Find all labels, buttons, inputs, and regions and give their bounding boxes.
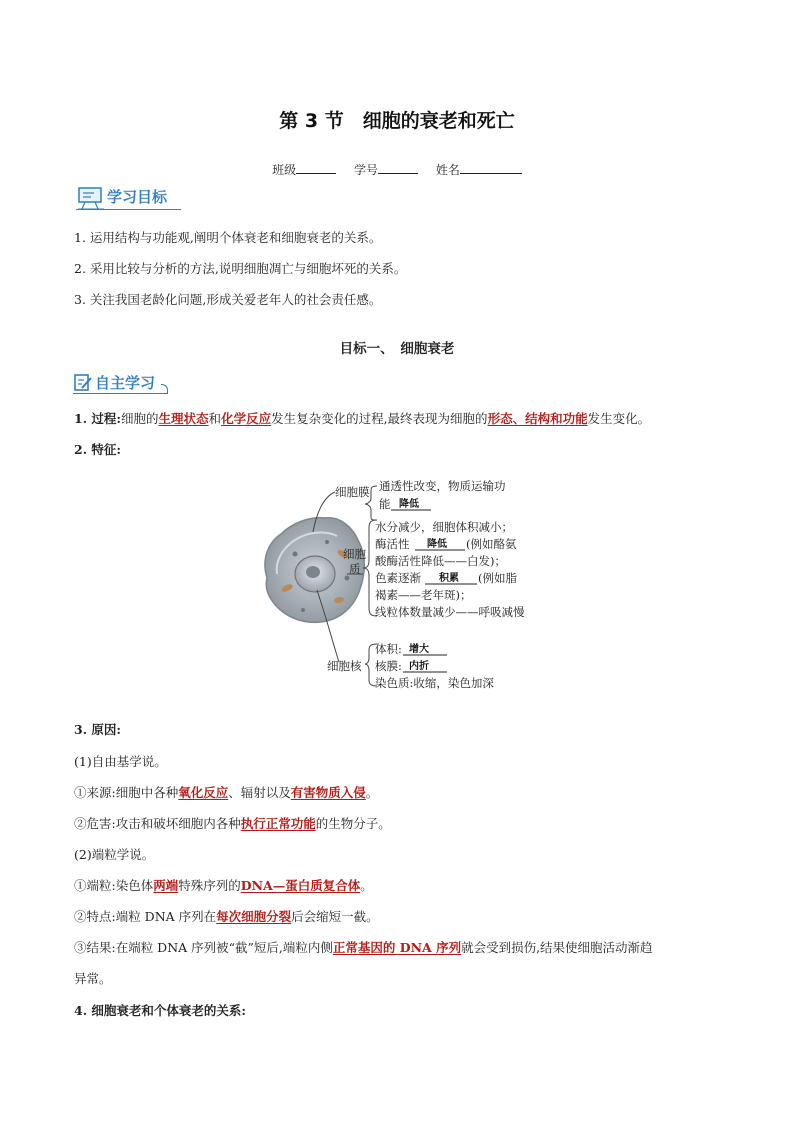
class-label: 班级 — [272, 163, 297, 177]
goal-item: 1. 运用结构与功能观,阐明个体衰老和细胞衰老的关系。 — [74, 230, 382, 245]
number-blank[interactable] — [378, 161, 418, 174]
text-run: 就会受到损伤,结果使细胞活动渐趋 — [461, 940, 653, 955]
name-blank[interactable] — [460, 161, 522, 174]
text-run: ②危害:攻击和破坏细胞内各种 — [74, 816, 241, 831]
telomere-theory: (2)端粒学说。 — [74, 847, 155, 862]
blackboard-icon — [76, 185, 106, 211]
text-run: ①端粒:染色体 — [74, 878, 154, 893]
text-run: 后会缩短一截。 — [291, 909, 379, 924]
nuc-line2-prefix: 核膜: — [375, 659, 402, 673]
underline-curl — [161, 384, 168, 394]
answer-oxidation: 氧化反应 — [178, 785, 229, 800]
free-radical-source — [74, 784, 378, 802]
text-run: ①来源:细胞中各种 — [74, 785, 179, 800]
cell-aging-diagram — [255, 470, 545, 702]
features-label: 2. 特征: — [74, 442, 122, 457]
telomere-feature — [74, 908, 379, 926]
page-title: 第 3 节 细胞的衰老和死亡 — [279, 110, 515, 132]
goal-item: 3. 关注我国老龄化问题,形成关爱老年人的社会责任感。 — [74, 292, 382, 307]
text-run: 的生物分子。 — [315, 816, 391, 831]
goals-heading: 学习目标 — [107, 188, 168, 206]
process-label: 1. 过程: — [74, 411, 122, 426]
answer-chemical-reaction: 化学反应 — [221, 411, 272, 426]
membrane-label: 细胞膜 — [335, 485, 370, 499]
process-paragraph — [74, 410, 650, 428]
target-heading: 目标一、 细胞衰老 — [339, 341, 455, 357]
answer-both-ends: 两端 — [153, 878, 179, 893]
relationship-label: 4. 细胞衰老和个体衰老的关系: — [74, 1003, 247, 1018]
text-run: ②特点:端粒 DNA 序列在 — [74, 909, 217, 924]
text-run: 发生变化。 — [587, 411, 651, 426]
nuc-line1-prefix: 体积: — [375, 642, 402, 656]
number-label: 学号 — [353, 163, 378, 177]
cyto-line4-suffix: (例如脂 — [478, 571, 517, 585]
cyto-line3: 酸酶活性降低——白发)； — [375, 554, 506, 568]
nuc-line3: 染色质:收缩，染色加深 — [375, 676, 494, 690]
telomere-result — [74, 939, 724, 957]
edit-note-icon — [73, 373, 93, 393]
cyto-line1: 水分减少，细胞体积减小； — [375, 520, 513, 534]
answer-form-structure-function: 形态、结构和功能 — [487, 411, 588, 426]
membrane-answer: 降低 — [399, 499, 419, 510]
cytoplasm-label-2: 质 — [349, 562, 361, 576]
free-radical-theory: (1)自由基学说。 — [74, 754, 167, 769]
self-study-heading: 自主学习 — [95, 374, 156, 392]
causes-label: 3. 原因: — [74, 722, 122, 737]
answer-normal-gene-dna: 正常基因的 DNA 序列 — [332, 940, 462, 955]
telomere-definition — [74, 877, 373, 895]
telomere-result-cont: 异常。 — [74, 971, 112, 986]
cyto-answer-2: 积累 — [439, 573, 459, 584]
nuc-answer-2: 内折 — [409, 661, 429, 672]
goal-item: 2. 采用比较与分析的方法,说明细胞凋亡与细胞坏死的关系。 — [74, 261, 407, 276]
nucleus-label: 细胞核 — [327, 659, 362, 673]
cyto-answer-1: 降低 — [427, 539, 447, 550]
class-blank[interactable] — [296, 161, 336, 174]
cyto-line2-prefix: 酶活性 — [375, 537, 410, 551]
text-run: ③结果:在端粒 DNA 序列被“截”短后,端粒内侧 — [74, 940, 333, 955]
class-info-line — [0, 161, 794, 178]
free-radical-harm — [74, 815, 391, 833]
cyto-line6: 线粒体数量减少——呼吸减慢 — [375, 605, 525, 619]
text-run: 特殊序列的 — [178, 878, 241, 893]
answer-dna-protein-complex: DNA—蛋白质复合体 — [240, 878, 361, 893]
nuc-answer-1: 增大 — [409, 644, 429, 655]
cytoplasm-label-1: 细胞 — [343, 547, 366, 561]
self-study-underline — [73, 393, 167, 394]
cyto-line4-prefix: 色素逐渐 — [375, 571, 421, 585]
cyto-line5: 褐素——老年斑)； — [375, 588, 472, 602]
cyto-line2-suffix: (例如酪氨 — [466, 537, 517, 551]
answer-normal-function: 执行正常功能 — [240, 816, 316, 831]
membrane-line1: 通透性改变，物质运输功 — [379, 479, 506, 493]
text-run: 、辐射以及 — [228, 785, 291, 800]
name-label: 姓名 — [435, 163, 460, 177]
text-run: 。 — [360, 878, 373, 893]
answer-harmful-invasion: 有害物质入侵 — [290, 785, 366, 800]
text-run: 发生复杂变化的过程,最终表现为细胞的 — [271, 411, 488, 426]
answer-physiological-state: 生理状态 — [158, 411, 209, 426]
membrane-line2-prefix: 能 — [379, 497, 391, 511]
text-run: 。 — [365, 785, 379, 800]
text-run: 细胞的 — [121, 411, 159, 426]
text-run: 和 — [208, 411, 222, 426]
goals-underline — [76, 209, 181, 210]
answer-each-division: 每次细胞分裂 — [216, 909, 292, 924]
